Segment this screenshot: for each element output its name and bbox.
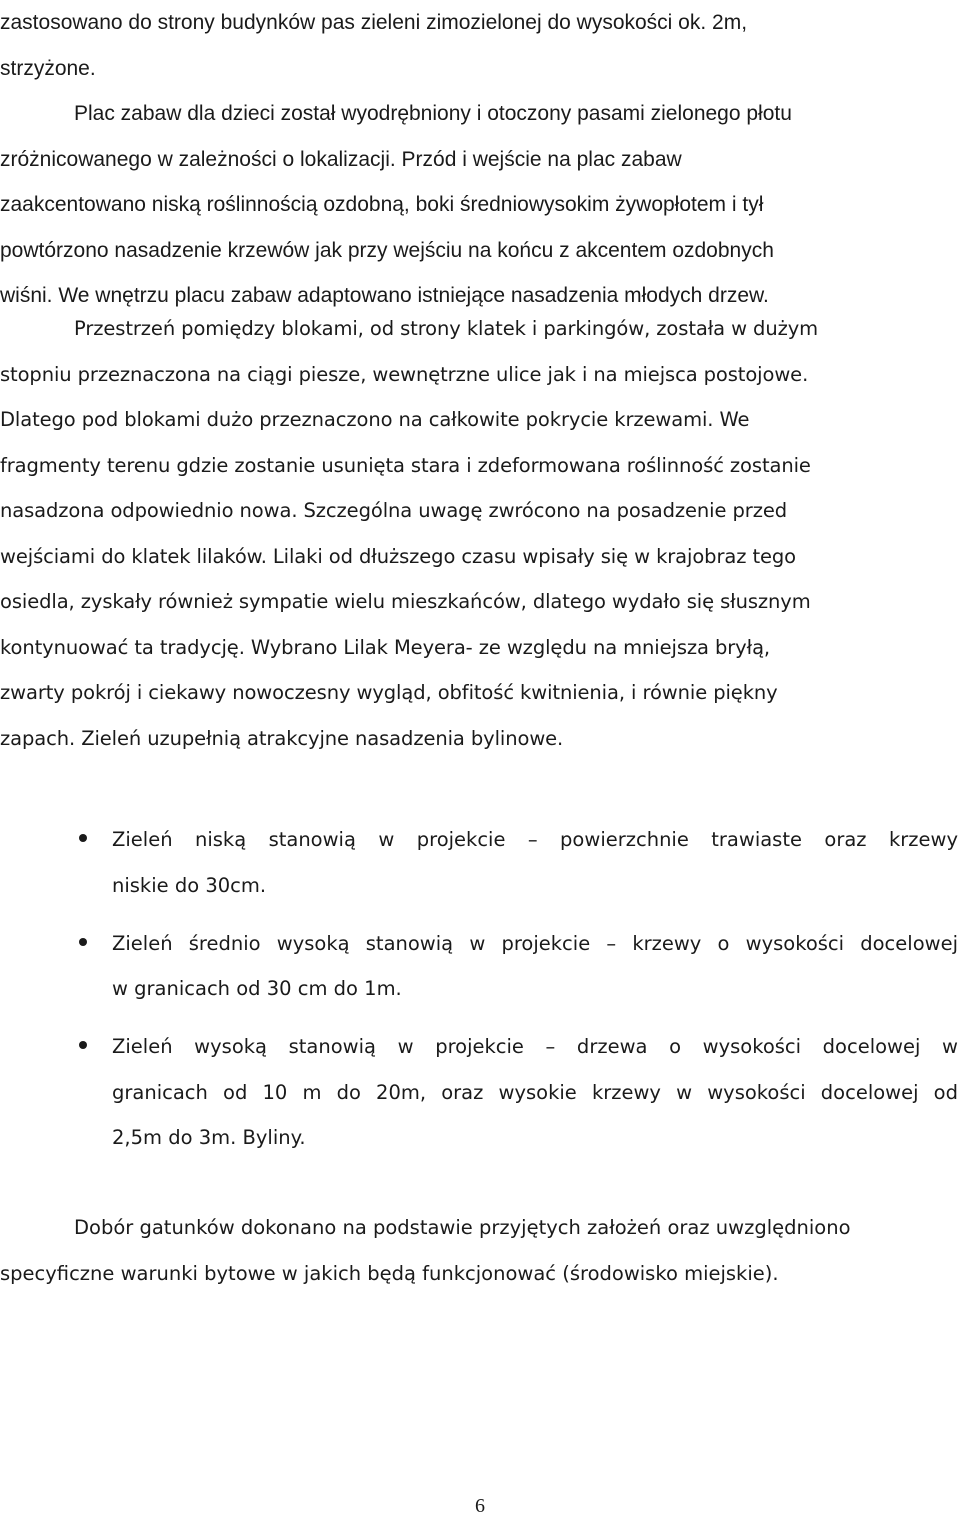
text-line: strzyżone. <box>0 56 96 80</box>
text-line: osiedla, zyskały również sympatie wielu mieszkańców, dlatego wydało się słusznym <box>0 590 811 613</box>
text-line: niskie do 30cm. <box>112 873 267 897</box>
page-number: 6 <box>475 1495 485 1517</box>
text-line: zastosowano do strony budynków pas zieleni zimozielonej do wysokości ok. 2m, <box>0 11 748 34</box>
text-line: zwarty pokrój i ciekawy nowoczesny wygląd, obfitość kwitnienia, i równie piękny <box>0 681 778 704</box>
paragraph-space-between-blocks <box>0 306 960 761</box>
text-line: nasadzona odpowiednio nowa. Szczególna uwagę zwrócono na posadzenie przed <box>0 499 788 522</box>
bullet-icon <box>79 1041 87 1049</box>
text-line: Plac zabaw dla dzieci został wyodrębniony i otoczony pasami zielonego płotu <box>74 102 792 125</box>
text-line: zróżnicowanego w zależności o lokalizacji. Przód i wejście na plac zabaw <box>0 147 682 171</box>
text-line: powtórzono nasadzenie krzewów jak przy wejściu na końcu z akcentem ozdobnych <box>0 238 774 262</box>
text-line: kontynuować ta tradycję. Wybrano Lilak Meyera- ze względu na mniejsza bryłą, <box>0 635 771 659</box>
list-item <box>0 921 958 1012</box>
text-line: Dobór gatunków dokonano na podstawie przyjętych założeń oraz uwzględniono <box>74 1216 851 1239</box>
bullet-icon <box>79 938 87 946</box>
text-line: Dlatego pod blokami dużo przeznaczono na całkowite pokrycie krzewami. We <box>0 408 750 431</box>
list-item <box>0 1024 958 1161</box>
paragraph-playground <box>0 0 960 319</box>
text-line: Przestrzeń pomiędzy blokami, od strony klatek i parkingów, została w dużym <box>74 317 819 340</box>
text-line: 2,5m do 3m. Byliny. <box>112 1126 306 1149</box>
text-line: zapach. Zieleń uzupełnią atrakcyjne nasadzenia bylinowe. <box>0 726 564 750</box>
text-line: fragmenty terenu gdzie zostanie usunięta stara i zdeformowana roślinność zostanie <box>0 453 811 477</box>
text-line: wejściami do klatek lilaków. Lilaki od dłuższego czasu wpisały się w krajobraz tego <box>0 544 796 568</box>
text-line: Zieleń średnio wysoką stanowią w projekcie – krzewy o wysokości docelowej <box>112 931 958 955</box>
text-line: wiśni. We wnętrzu placu zabaw adaptowano istniejące nasadzenia młodych drzew. <box>0 284 769 307</box>
text-line: w granicach od 30 cm do 1m. <box>112 977 402 1000</box>
text-line: zaakcentowano niską roślinnością ozdobną, boki średniowysokim żywopłotem i tył <box>0 193 764 216</box>
greenery-bullet-list <box>0 817 960 1173</box>
text-line: Zieleń wysoką stanowią w projekcie – drzewa o wysokości docelowej w <box>112 1035 958 1058</box>
list-item <box>0 817 958 908</box>
text-line: Zieleń niską stanowią w projekcie – powierzchnie trawiaste oraz krzewy <box>112 828 958 851</box>
text-line: granicach od 10 m do 20m, oraz wysokie krzewy w wysokości docelowej od <box>112 1080 958 1104</box>
bullet-icon <box>79 834 87 842</box>
paragraph-species-selection <box>0 1205 960 1296</box>
text-line: stopniu przeznaczona na ciągi piesze, wewnętrzne ulice jak i na miejsca postojowe. <box>0 362 809 386</box>
text-line: specyficzne warunki bytowe w jakich będą funkcjonować (środowisko miejskie). <box>0 1261 779 1285</box>
